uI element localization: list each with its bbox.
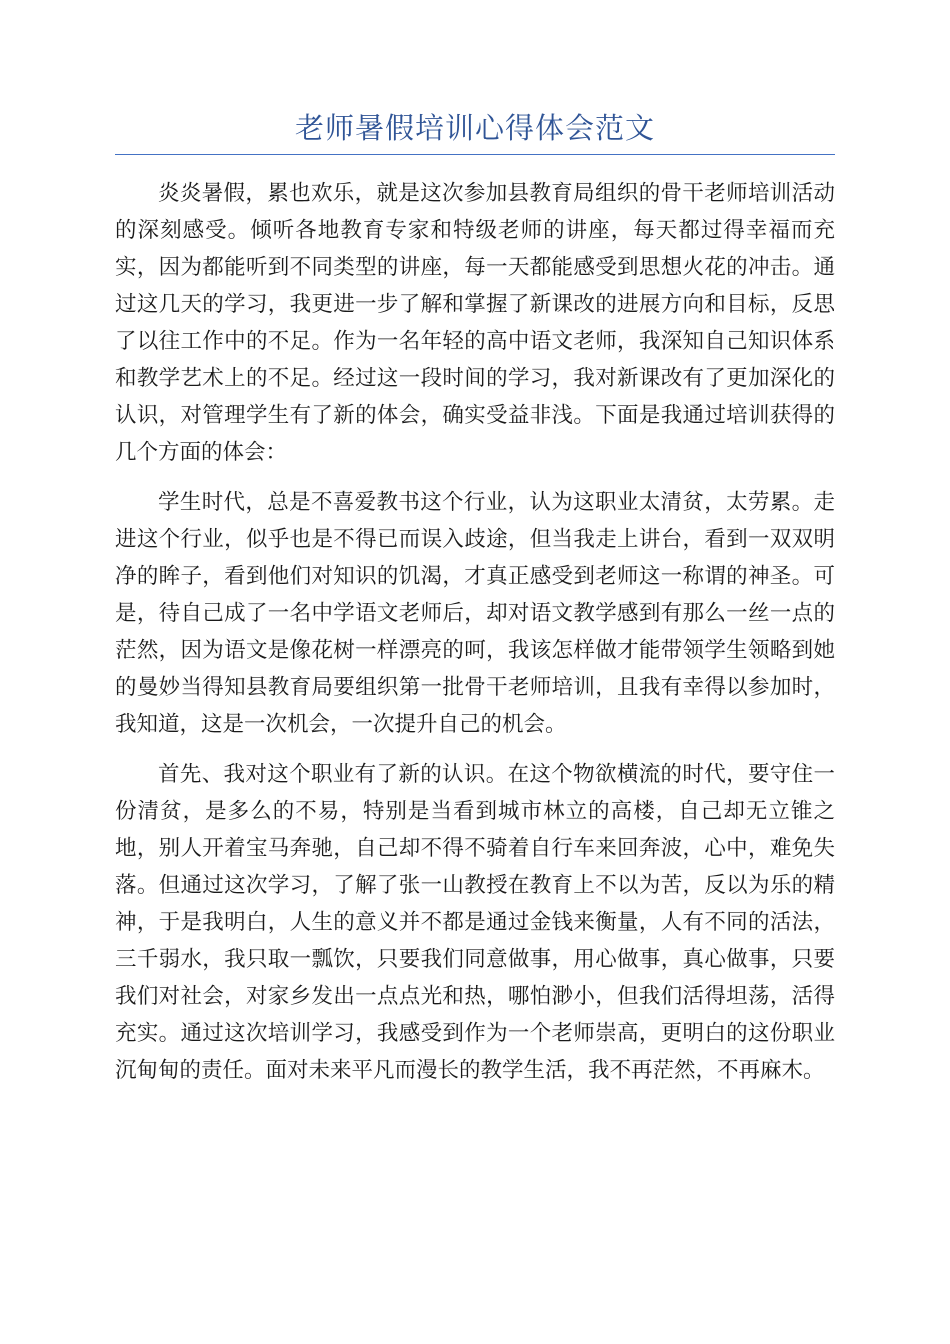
- paragraph-1: 炎炎暑假，累也欢乐，就是这次参加县教育局组织的骨干老师培训活动的深刻感受。倾听各地教育专家和特级老师的讲座，每天都过得幸福而充实，因为都能听到不同类型的讲座，每一天都能感受到思想火花的冲击。通过这几天的学习，我更进一步了解和掌握了新课改的进展方向和目标，反思了以往工作中的不足。作为一名年轻的高中语文老师，我深知自己知识体系和教学艺术上的不足。经过这一段时间的学习，我对新课改有了更加深化的认识，对管理学生有了新的体会，确实受益非浅。下面是我通过培训获得的几个方面的体会：: [115, 181, 835, 465]
- paragraph-3: 首先、我对这个职业有了新的认识。在这个物欲横流的时代，要守住一份清贫，是多么的不易，特别是当看到城市林立的高楼，自己却无立锥之地，别人开着宝马奔驰，自己却不得不骑着自行车来回奔波，心中，难免失落。但通过这次学习，了解了张一山教授在教育上不以为苦，反以为乐的精神，于是我明白，人生的意义并不都是通过金钱来衡量，人有不同的活法，三千弱水，我只取一瓢饮，只要我们同意做事，用心做事，真心做事，只要我们对社会，对家乡发出一点点光和热，哪怕渺小，但我们活得坦荡，活得充实。通过这次培训学习，我感受到作为一个老师崇高，更明白的这份职业沉甸甸的责任。面对未来平凡而漫长的教学生活，我不再茫然，不再麻木。: [115, 762, 835, 1083]
- document-title: 老师暑假培训心得体会范文: [294, 111, 655, 145]
- paragraph-2: 学生时代，总是不喜爱教书这个行业，认为这职业太清贫，太劳累。走进这个行业，似乎也是不得已而误入歧途，但当我走上讲台，看到一双双明净的眸子，看到他们对知识的饥渴，才真正感受到老师这一称谓的神圣。可是，待自己成了一名中学语文老师后，却对语文教学感到有那么一丝一点的茫然，因为语文是像花树一样漂亮的呵，我该怎样做才能带领学生领略到她的曼妙当得知县教育局要组织第一批骨干老师培训，且我有幸得以参加时，我知道，这是一次机会，一次提升自己的机会。: [115, 490, 835, 737]
- title-underline: [115, 154, 835, 155]
- document-page: [115, 108, 835, 1102]
